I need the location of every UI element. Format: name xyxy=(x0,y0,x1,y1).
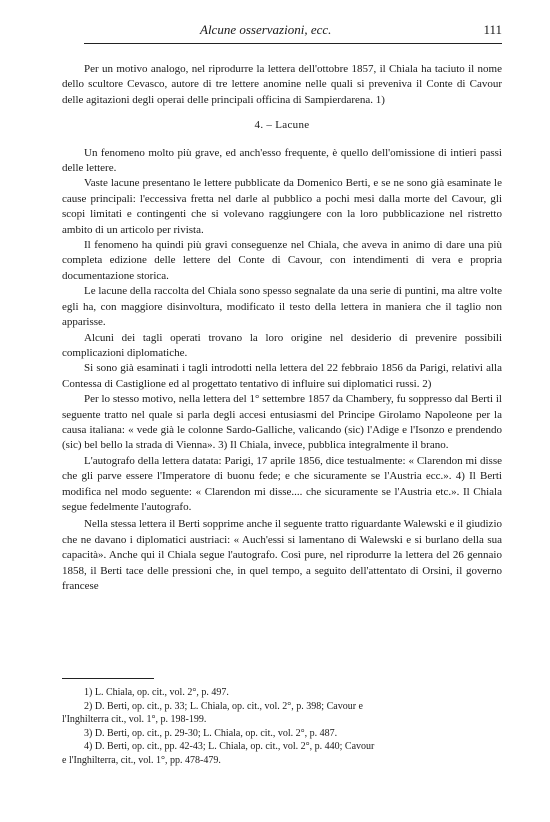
footnote-continuation: e l'Inghilterra, cit., vol. 1°, pp. 478-479. xyxy=(62,754,221,766)
footnote: 1) L. Chiala, op. cit., vol. 2°, p. 497. xyxy=(84,687,229,698)
paragraph: Nella stessa lettera il Berti sopprime anche il seguente tratto riguardante Walewski e il giudizio che ne davano i diplomatici austriaci: « Auch'essi si lamentano di Walewski e si burlano della sua capacità». Anche qui il Chiala segue l'autografo. Così pure, nel riprodurre la lettera del 26 gennaio 1858, il Berti tace delle pressioni che, in quel tempo, a seguito dell'attentato di Orsini, il governo francese xyxy=(62,518,502,592)
body-text xyxy=(62,62,502,594)
paragraph: Vaste lacune presentano le lettere pubblicate da Domenico Berti, e se ne sono già esaminate le cause principali: l'eccessiva fretta nel darle al pubblico a pochi mesi dalla morte del Cavour, gli scopi limitati e contingenti che si volevano raggiungere con la loro pubblicazione nel ristretto ambito di un articolo per rivista. xyxy=(62,177,502,236)
footnotes xyxy=(62,686,502,767)
paragraph: Per un motivo analogo, nel riprodurre la lettera dell'ottobre 1857, il Chiala ha taciuto il nome dello scultore Cevasco, autore di tre lettere anomine nelle quali si preveniva il Conte di Cavour delle agitazioni degli operai delle principali officina di Sampierdarena. 1) xyxy=(62,63,502,106)
paragraph: Si sono già esaminati i tagli introdotti nella lettera del 22 febbraio 1856 da Parigi, relativi alla Contessa di Castiglione ed al progettato tentativo di influire sui diplomatici russi. 2) xyxy=(62,362,502,390)
running-header xyxy=(84,22,502,40)
header-rule xyxy=(84,43,502,44)
footnote: 3) D. Berti, op. cit., p. 29-30; L. Chiala, op. cit., vol. 2°, p. 487. xyxy=(84,727,338,739)
footnote-continuation: l'Inghilterra cit., vol. 1°, p. 198-199. xyxy=(62,714,207,725)
footnote: 4) D. Berti, op. cit., pp. 42-43; L. Chiala, op. cit., vol. 2°, p. 440; Cavour xyxy=(84,741,375,752)
paragraph: Un fenomeno molto più grave, ed anch'esso frequente, è quello dell'omissione di intieri passi delle lettere. xyxy=(62,146,502,175)
running-title: Alcune osservazioni, ecc. xyxy=(200,22,332,37)
page-number: 111 xyxy=(483,22,502,37)
paragraph: L'autografo della lettera datata: Parigi, 17 aprile 1856, dice testualmente: « Clarendon mi disse che gli parve essere l'Imperatore di buonu fede; e che sicuramente se l'Austria ecc.». 4) Il Berti modifica nel modo seguente: « Clarendon mi disse.... che sicuramente se l'Austria etc.». Il Chiala segue fedelmente l'autografo. xyxy=(62,454,502,513)
paragraph: Alcuni dei tagli operati trovano la loro origine nel desiderio di prevenire possibili complicazioni diplomatiche. xyxy=(62,331,502,359)
footnote: 2) D. Berti, op. cit., p. 33; L. Chiala, op. cit., vol. 2°, p. 398; Cavour e xyxy=(84,700,363,712)
section-heading: 4. – Lacune xyxy=(254,119,310,132)
footnote-rule xyxy=(62,678,154,679)
paragraph: Per lo stesso motivo, nella lettera del 1° settembre 1857 da Chambery, fu soppresso dal Berti il seguente tratto nel quale si parla degli accesi entusiasmi del Principe Girolamo Napoleone per la causa italiana: « vede già le colonne Sardo-Galliche, valicando (sic) l'Adige e l'Isonzo e prendendo (sic) bel bello la strada di Vienna». 3) Il Chiala, invece, pubblica integralmente il brano. xyxy=(62,393,502,452)
paragraph: Le lacune della raccolta del Chiala sono spesso segnalate da una serie di puntini, ma altre volte egli ha, con maggiore disinvoltura, modificato il testo della lettera in maniera che il taglio non apparisse. xyxy=(62,285,502,329)
paragraph: Il fenomeno ha quindi più gravi conseguenze nel Chiala, che aveva in animo di dare una più completa edizione delle lettere del Conte di Cavour, con intendimenti di vera e propria documentazione storica. xyxy=(62,239,502,282)
